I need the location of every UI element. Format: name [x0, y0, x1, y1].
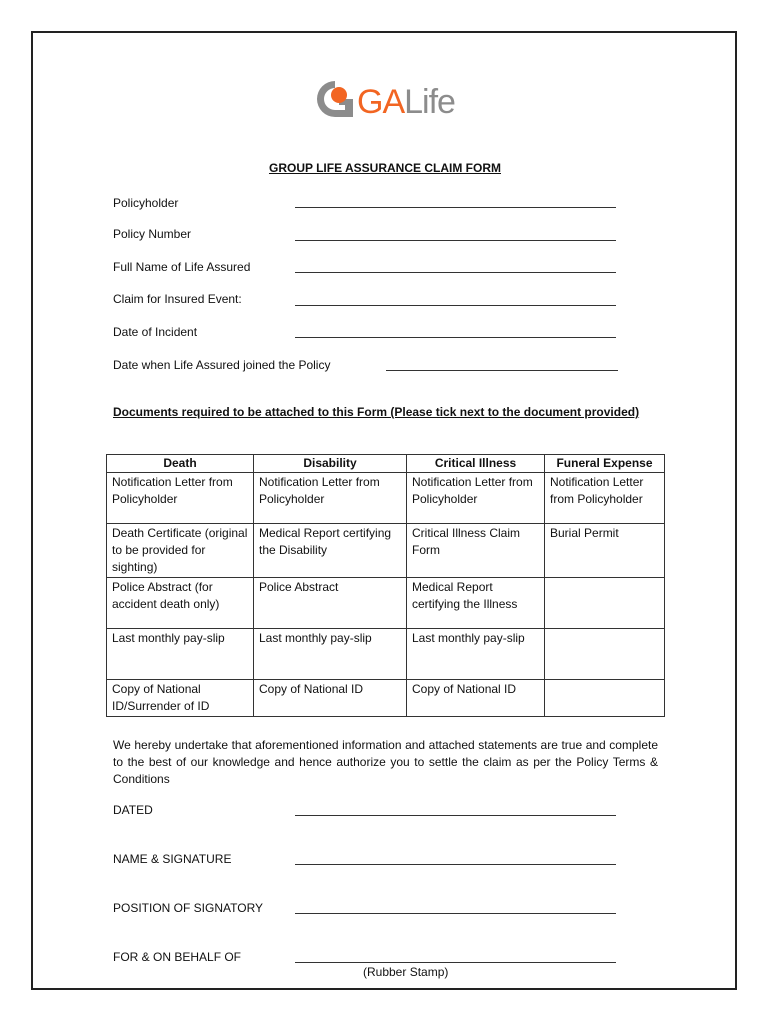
table-cell[interactable]: Police Abstract (for accident death only) — [107, 578, 254, 629]
policy-number-field[interactable] — [295, 240, 616, 241]
table-cell[interactable]: Medical Report certifying the Illness — [407, 578, 545, 629]
policy-number-label: Policy Number — [113, 227, 192, 241]
table-row — [107, 524, 665, 578]
table-cell[interactable]: Notification Letter from Policyholder — [107, 473, 254, 524]
column-header-disability: Disability — [254, 455, 407, 473]
table-cell[interactable] — [545, 680, 665, 717]
name-signature-label: NAME & SIGNATURE — [113, 852, 232, 866]
policyholder-field[interactable] — [295, 207, 616, 208]
table-cell[interactable]: Last monthly pay-slip — [407, 629, 545, 680]
dated-field[interactable] — [295, 815, 616, 816]
table-cell[interactable]: Notification Letter from Policyholder — [545, 473, 665, 524]
documents-heading: Documents required to be attached to this Form (Please tick next to the document provided) — [113, 405, 640, 419]
behalf-label: FOR & ON BEHALF OF — [113, 950, 242, 964]
incident-date-field[interactable] — [295, 337, 616, 338]
life-assured-name-field[interactable] — [295, 272, 616, 273]
table-row — [107, 680, 665, 717]
table-cell[interactable]: Notification Letter from Policyholder — [407, 473, 545, 524]
join-date-field[interactable] — [386, 370, 618, 371]
logo-ga: GA — [357, 83, 405, 121]
behalf-field[interactable] — [295, 962, 616, 963]
declaration-text: We hereby undertake that aforementioned information and attached statements are true and complete to the best of our knowledge and hence authorize you to settle the claim as per the Policy Terms & Conditions — [113, 738, 658, 786]
table-cell[interactable] — [545, 578, 665, 629]
logo-wordmark — [357, 84, 455, 120]
position-label: POSITION OF SIGNATORY — [113, 901, 264, 915]
column-header-funeral-expense: Funeral Expense — [545, 455, 665, 473]
table-cell[interactable]: Medical Report certifying the Disability — [254, 524, 407, 578]
join-date-label: Date when Life Assured joined the Policy — [113, 358, 331, 372]
table-cell[interactable]: Burial Permit — [545, 524, 665, 578]
form-title: GROUP LIFE ASSURANCE CLAIM FORM — [268, 161, 501, 175]
rubber-stamp-caption: (Rubber Stamp) — [363, 965, 449, 979]
position-field[interactable] — [295, 913, 616, 914]
life-assured-name-label: Full Name of Life Assured — [113, 260, 251, 274]
table-cell[interactable]: Notification Letter from Policyholder — [254, 473, 407, 524]
incident-date-label: Date of Incident — [113, 325, 198, 339]
policyholder-label: Policyholder — [113, 196, 179, 210]
dated-label: DATED — [113, 803, 153, 817]
table-cell[interactable]: Police Abstract — [254, 578, 407, 629]
logo-life: Life — [404, 83, 455, 121]
column-header-death: Death — [107, 455, 254, 473]
insured-event-label: Claim for Insured Event: — [113, 292, 242, 306]
table-cell[interactable] — [545, 629, 665, 680]
table-cell[interactable]: Copy of National ID/Surrender of ID — [107, 680, 254, 717]
column-header-critical-illness: Critical Illness — [407, 455, 545, 473]
table-header-row — [107, 455, 665, 473]
name-signature-field[interactable] — [295, 864, 616, 865]
table-cell[interactable]: Last monthly pay-slip — [107, 629, 254, 680]
table-row — [107, 578, 665, 629]
table-row — [107, 473, 665, 524]
table-row — [107, 629, 665, 680]
insured-event-field[interactable] — [295, 305, 616, 306]
table-cell[interactable]: Death Certificate (original to be provided for sighting) — [107, 524, 254, 578]
table-cell[interactable]: Copy of National ID — [254, 680, 407, 717]
table-cell[interactable]: Copy of National ID — [407, 680, 545, 717]
documents-table — [106, 454, 665, 717]
table-cell[interactable]: Critical Illness Claim Form — [407, 524, 545, 578]
table-cell[interactable]: Last monthly pay-slip — [254, 629, 407, 680]
